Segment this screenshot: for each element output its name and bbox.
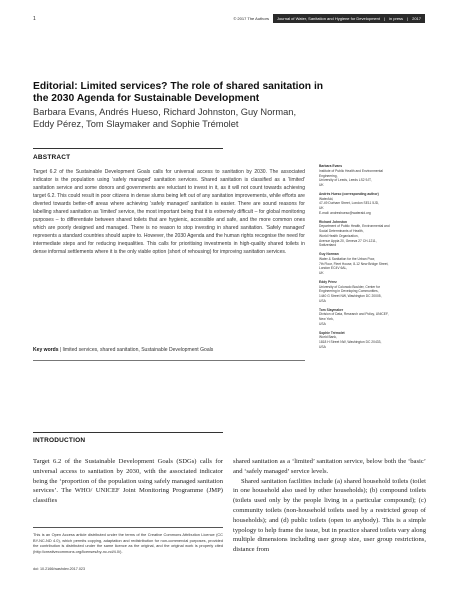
footnote-rule [33,527,223,528]
affiliation-author-name: Andrés Hueso (corresponding author) [319,191,379,196]
affiliation-author-name: Tom Slaymaker [319,307,344,312]
affiliation-line: UK [319,271,324,275]
keywords-list: | limited services, shared sanitation, Sustainable Development Goals [59,347,214,353]
email-link[interactable]: E-mail: andreshueso@wateraid.org [319,210,371,215]
header-copyright: © 2017 The Authors [233,16,269,21]
header-right [233,13,425,24]
affiliation-line: Social Determinants of Health, [319,229,364,233]
affiliation-line: Institute of Public Health and Environmental [319,168,383,173]
affiliation-block [319,252,429,276]
affiliation-line: World Health Organization, [319,233,359,238]
journal-year: 2017 [412,16,421,21]
affiliation-author-name: Richard Johnston [319,219,348,224]
affiliation-author-name: Barbara Evans [319,164,343,168]
affiliation-block [319,331,429,350]
intro-paragraph-continued: shared sanitation as a ‘limited’ sanitation service, below both the ‘basic’ and ‘safely managed’ service levels. [233,458,426,475]
affiliation-block [319,220,429,249]
affiliation-line: USA [319,321,326,326]
affiliation-line: USA [319,298,326,303]
abstract-end-rule [33,360,305,361]
keywords [33,346,305,354]
author-affiliations [319,164,429,354]
affiliation-line: Engineering in Developing Communities, [319,289,379,294]
affiliation-line: Water & Sanitation for the Urban Poor, [319,256,376,261]
affiliation-line: Avenue Appia 20, Geneva 27 CH-1211, [319,238,377,243]
affiliation-line: USA [319,344,326,349]
abstract-divider [33,148,223,149]
affiliation-line: Switzerland [319,243,337,248]
doi-line: doi: 10.2166/washdev.2017.023 [33,567,86,571]
affiliation-line: University of Leeds, Leeds LS2 9JT, [319,178,372,183]
authors-line-2: Eddy Pérez, Tom Slaymaker and Sophie Trémolet [33,119,239,129]
journal-name: Journal of Water, Sanitation and Hygiene for Development [276,16,380,21]
affiliation-author-name: Eddy Pérez [319,279,337,284]
intro-paragraph-typology: Shared sanitation facilities include (a) shared household toilets (toilet in one household also used by other households); (b) compound toilets (toilets used only by the people living in a particular compound); (c) community toilets (non-household toilets used by a restricted group of households); and (d) public toilets (open to anybody). This is a simple typology to help frame the issue, but in practice shared toilets vary along multiple dimensions including user group size, user group restrictions, distance from [233,477,426,554]
running-header [33,13,425,24]
affiliation-author-name: Sophie Trémolet [319,330,345,335]
intro-paragraph: Target 6.2 of the Sustainable Development Goals (SDGs) calls for universal access to sanitation by 2030, with the associated indicator being the ‘proportion of the population using safely managed sanitation services’. The WHO/ UNICEF Joint Monitoring Programme (JMP) classifies [33,458,223,505]
author-list [33,106,333,130]
affiliation-block [319,164,429,188]
affiliation-line: London EC4V 6AL, [319,266,348,271]
press-status: in press [389,16,404,21]
affiliation-author-name: Guy Norman [319,252,339,256]
license-footnote: This is an Open Access article distributed under the terms of the Creative Commons Attribution Licence (CC BY-NC-ND 4.0), which permits copying, adaptation and redistribution for non-commercial purposes, provided the contribution is distributed under the same licence as the original, and the original work is properly cited (http://creativecommons.org/licenses/by-nc-nd/4.0/). [33,532,223,554]
affiliation-line: 47-49 Durham Street, London SE11 5JD, [319,201,380,206]
introduction-divider [33,432,223,433]
introduction-column-right [233,457,426,555]
introduction-column-left [33,457,223,506]
affiliation-line: UK [319,206,324,210]
affiliation-line: Engineering, [319,173,338,178]
affiliation-line: New York, [319,317,334,321]
affiliation-line: 7th Floor, Fleet House, 8-12 New Bridge Street, [319,261,389,266]
affiliation-line: World Bank, [319,335,337,340]
article-title: Editorial: Limited services? The role of shared sanitation in the 2030 Agenda for Sustainable Development [33,81,324,105]
journal-banner: Journal of Water, Sanitation and Hygiene for Development | in press | 2017 [273,14,425,23]
authors-line-1: Barbara Evans, Andrés Hueso, Richard Johnston, Guy Norman, [33,107,297,117]
affiliation-line: Department of Public Health, Environmental and [319,224,390,229]
abstract-heading: ABSTRACT [33,154,71,161]
affiliation-line: UK [319,183,324,187]
affiliation-line: Division of Data, Research and Policy, UNICEF, [319,312,389,317]
affiliation-line: 1818 H Street NW, Washington DC 20433, [319,340,382,344]
affiliation-block [319,308,429,327]
abstract-text: Target 6.2 of the Sustainable Development Goals calls for universal access to sanitation by 2030. The associated indicator is the population using ‘safely managed’ sanitation services. Shared sanitation is classified as a ‘limited’ sanitation service and some donors and governments are reluctant to invest in it, as it will not count towards achieving target 6.2. This could result in poor citizens in dense slums being left out of any sanitation improvements, while efforts are diverted towards better-off areas where achieving ‘safely managed’ sanitation is easier. There are sound reasons for labelling shared sanitation as ‘limited’ service, the most important being that it is extremely difficult – for global monitoring purposes – to differentiate between shared toilets that are hygienic, accessible and safe, and the more common ones which are poorly designed and managed. There is no reason to stop investing in shared sanitation. ‘Safely managed’ represents a standard countries should aspire to. However, the 2030 Agenda and the human rights recognise the need for intermediate steps and for reducing inequalities. This calls for prioritising investments in high-quality shared toilets in dense informal settlements where it is the only viable option (short of rehousing) for improving sanitation services. [33,169,305,256]
affiliation-line: WaterAid, [319,196,334,201]
affiliation-line: 1440 G Street NW, Washington DC 20005, [319,294,382,298]
page-number: 1 [33,15,36,22]
affiliation-line: University of Colorado Boulder, Center for [319,284,381,289]
introduction-heading: INTRODUCTION [33,437,86,444]
affiliation-block [319,192,429,216]
affiliation-block [319,280,429,304]
keywords-label: Key words [33,347,59,353]
